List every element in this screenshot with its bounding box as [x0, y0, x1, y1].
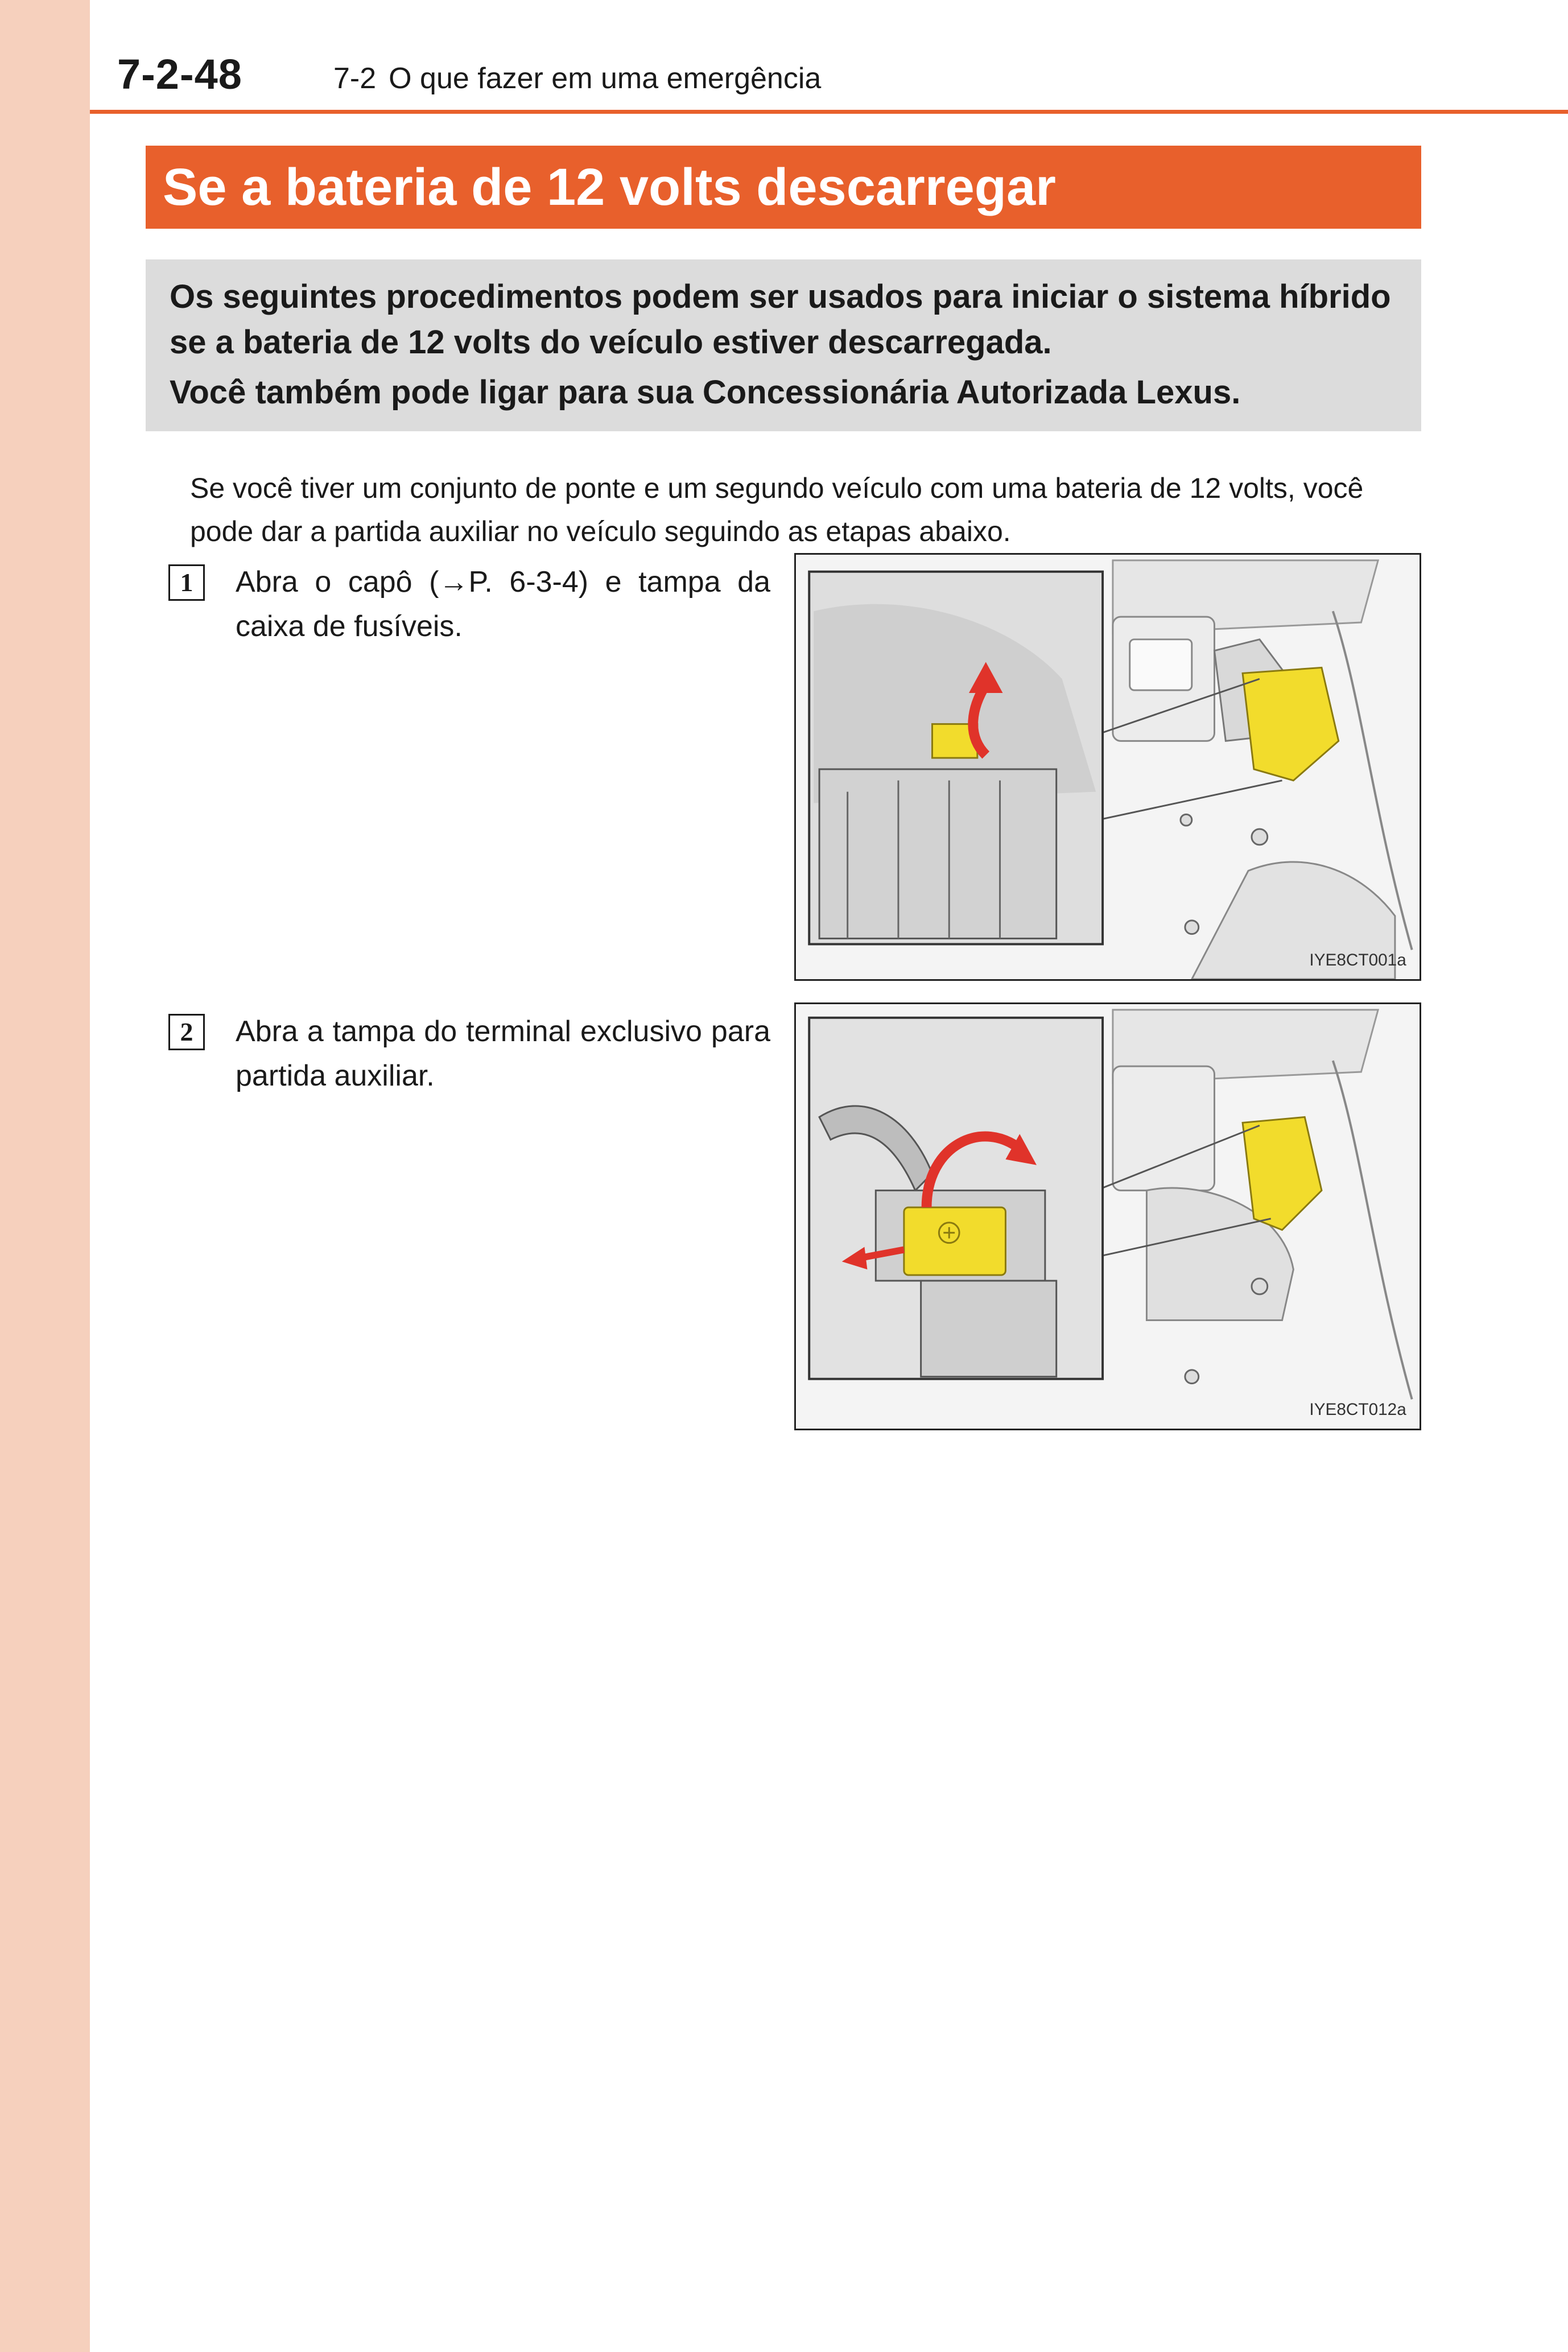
- terminal-cover-illustration: [796, 1004, 1420, 1429]
- side-tab: [0, 0, 90, 2352]
- step-text: Abra o capô (→P. 6-3-4) e tampa da caixa de fusíveis.: [236, 566, 770, 643]
- intro-paragraph: Você também pode ligar para sua Concessionária Autorizada Lexus.: [170, 374, 1241, 411]
- header-rule: [90, 110, 1568, 114]
- figure-open-terminal-cover: [794, 1002, 1421, 1430]
- figure-open-fuse-box: [794, 553, 1421, 981]
- figure-code: IYE8CT012a: [1309, 1400, 1406, 1420]
- engine-bay-illustration: [796, 555, 1420, 979]
- intro-paragraph: Os seguintes procedimentos podem ser usados para iniciar o sistema híbrido se a bateria de 12 volts do veículo estiver descarregada.: [170, 278, 1391, 361]
- section-label: [333, 61, 821, 96]
- step-number-badge: 1: [168, 564, 205, 601]
- page-title: Se a bateria de 12 volts descarregar: [146, 146, 1421, 229]
- figure-code: IYE8CT001a: [1309, 951, 1406, 970]
- step-text: Abra a tampa do terminal exclusivo para partida auxiliar.: [236, 1015, 770, 1092]
- body-paragraph: Se você tiver um conjunto de ponte e um segundo veículo com uma bateria de 12 volts, você pode dar a partida auxiliar no veículo seguindo as etapas abaixo.: [190, 472, 1364, 547]
- page-number: 7-2-48: [117, 51, 242, 98]
- section-title: O que fazer em uma emergência: [389, 62, 822, 95]
- section-number: 7-2: [333, 62, 377, 95]
- page-header: [117, 46, 1420, 108]
- intro-box: [146, 259, 1421, 431]
- step-number-badge: 2: [168, 1014, 205, 1050]
